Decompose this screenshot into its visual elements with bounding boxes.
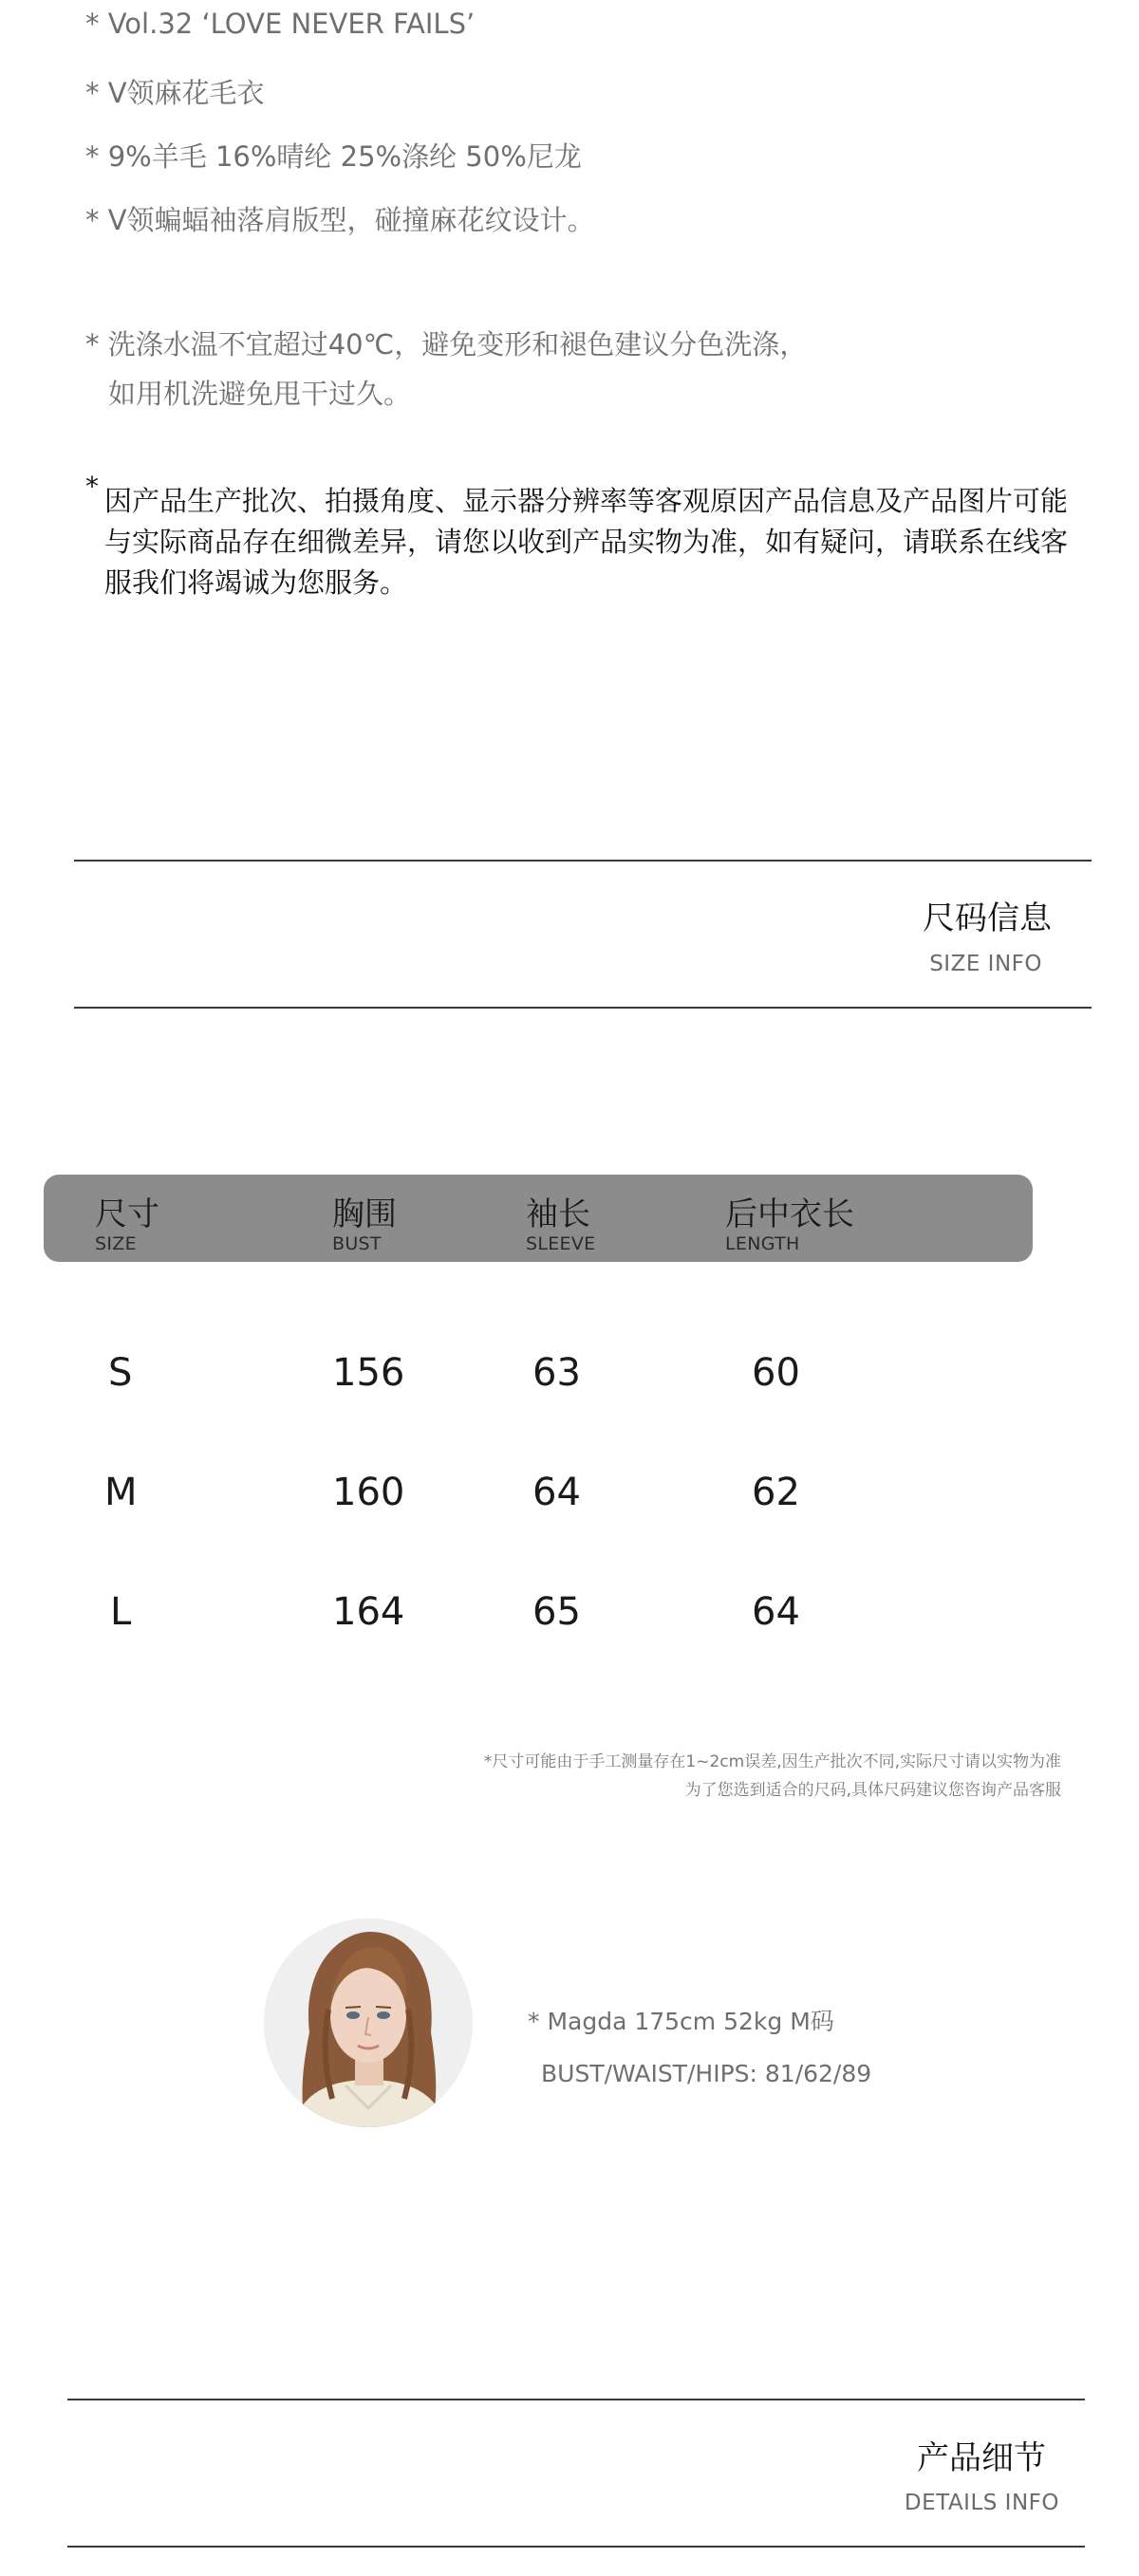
disclaimer-line1: 因产品生产批次、拍摄角度、显示器分辨率等客观原因产品信息及产品图片可能: [104, 485, 1069, 517]
cell-length: 62: [752, 1471, 800, 1514]
cell-size: M: [104, 1471, 138, 1514]
care-instruction-line1: * 洗涤水温不宜超过40℃，避免变形和褪色建议分色洗涤，: [85, 328, 808, 361]
model-portrait-icon: [264, 1918, 473, 2127]
care-instruction-line2: 如用机洗避免甩干过久。: [108, 378, 412, 410]
collection-name: * Vol.32 ‘LOVE NEVER FAILS’: [85, 8, 476, 40]
disclaimer-text: [104, 481, 1111, 603]
header-size-en: SIZE: [95, 1233, 137, 1254]
measurement-note-line1: *尺寸可能由于手工测量存在1~2cm误差,因生产批次不同,实际尺寸请以实物为准: [483, 1752, 1061, 1771]
section-divider-bottom: [74, 1007, 1092, 1009]
material-composition: * 9%羊毛 16%晴纶 25%涤纶 50%尼龙: [85, 140, 582, 173]
disclaimer-line3: 服我们将竭诚为您服务。: [104, 566, 408, 599]
header-sleeve-cn: 袖长: [526, 1195, 590, 1233]
details-section-title: 产品细节: [917, 2439, 1046, 2477]
product-name: * V领麻花毛衣: [85, 77, 265, 109]
model-avatar: [264, 1918, 473, 2127]
cell-size: L: [110, 1590, 132, 1634]
model-measurements: BUST/WAIST/HIPS: 81/62/89: [541, 2060, 872, 2087]
cell-sleeve: 65: [532, 1590, 581, 1634]
cell-sleeve: 64: [532, 1471, 581, 1514]
cell-sleeve: 63: [532, 1351, 581, 1395]
section-divider-top: [74, 860, 1092, 862]
model-info-line1: * Magda 175cm 52kg M码: [528, 2008, 834, 2035]
cell-bust: 160: [332, 1471, 405, 1514]
cell-bust: 164: [332, 1590, 405, 1634]
disclaimer-line2: 与实际商品存在细微差异，请您以收到产品实物为准，如有疑问，请联系在线客: [104, 526, 1069, 558]
size-table-header: [44, 1175, 1033, 1262]
details-section-subtitle: DETAILS INFO: [904, 2491, 1059, 2515]
cell-size: S: [108, 1351, 133, 1395]
details-divider-bottom: [67, 2546, 1085, 2548]
details-divider-top: [67, 2399, 1085, 2400]
header-length-en: LENGTH: [725, 1233, 800, 1254]
design-description: * V领蝙蝠袖落肩版型，碰撞麻花纹设计。: [85, 204, 595, 236]
cell-length: 60: [752, 1351, 800, 1395]
header-length-cn: 后中衣长: [725, 1195, 854, 1233]
measurement-note-line2: 为了您选到适合的尺码,具体尺码建议您咨询产品客服: [684, 1781, 1061, 1800]
header-size-cn: 尺寸: [95, 1195, 159, 1233]
header-sleeve-en: SLEEVE: [526, 1233, 596, 1254]
header-bust-cn: 胸围: [332, 1195, 397, 1233]
disclaimer-asterisk: *: [85, 471, 99, 502]
cell-length: 64: [752, 1590, 800, 1634]
header-bust-en: BUST: [332, 1233, 382, 1254]
size-section-subtitle: SIZE INFO: [929, 952, 1042, 976]
size-section-title: 尺码信息: [923, 899, 1052, 937]
cell-bust: 156: [332, 1351, 405, 1395]
